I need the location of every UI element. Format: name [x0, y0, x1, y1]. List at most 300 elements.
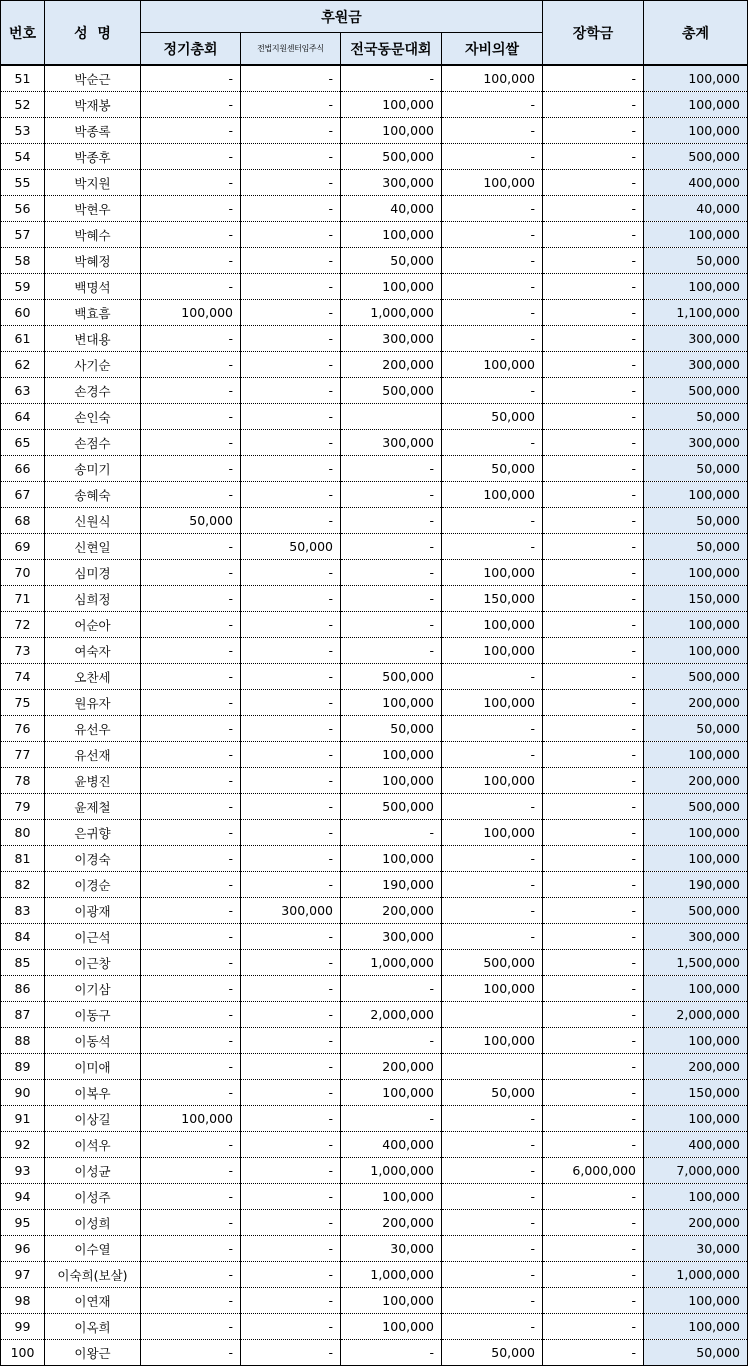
cell-rice: 100,000 — [442, 65, 543, 92]
table-row — [1, 1184, 748, 1210]
cell-name: 이광재 — [45, 898, 141, 924]
cell-name: 이복우 — [45, 1080, 141, 1106]
cell-total: 500,000 — [644, 794, 748, 820]
header-scholarship: 장학금 — [543, 1, 644, 66]
cell-regular: - — [141, 222, 241, 248]
cell-total: 200,000 — [644, 768, 748, 794]
cell-rice: 50,000 — [442, 1340, 543, 1366]
cell-national: 300,000 — [341, 326, 442, 352]
cell-no: 73 — [1, 638, 45, 664]
cell-national: 100,000 — [341, 742, 442, 768]
cell-total: 100,000 — [644, 1288, 748, 1314]
cell-name: 유선재 — [45, 742, 141, 768]
cell-name: 이경순 — [45, 872, 141, 898]
table-row — [1, 352, 748, 378]
table-row — [1, 118, 748, 144]
cell-total: 30,000 — [644, 1236, 748, 1262]
cell-name: 이경숙 — [45, 846, 141, 872]
cell-total: 2,000,000 — [644, 1002, 748, 1028]
cell-regular: - — [141, 820, 241, 846]
cell-name: 사기순 — [45, 352, 141, 378]
cell-national: 100,000 — [341, 92, 442, 118]
table-row — [1, 1158, 748, 1184]
table-row — [1, 92, 748, 118]
cell-total: 100,000 — [644, 1106, 748, 1132]
table-row — [1, 950, 748, 976]
cell-corp: - — [241, 1314, 341, 1340]
cell-no: 97 — [1, 1262, 45, 1288]
cell-name: 심희정 — [45, 586, 141, 612]
cell-rice: 50,000 — [442, 404, 543, 430]
cell-total: 190,000 — [644, 872, 748, 898]
cell-no: 60 — [1, 300, 45, 326]
cell-scholarship: - — [543, 1288, 644, 1314]
cell-no: 76 — [1, 716, 45, 742]
table-row — [1, 586, 748, 612]
cell-rice: - — [442, 742, 543, 768]
cell-regular: - — [141, 950, 241, 976]
cell-rice: - — [442, 664, 543, 690]
cell-corp: - — [241, 248, 341, 274]
cell-rice: - — [442, 898, 543, 924]
cell-regular: - — [141, 1288, 241, 1314]
cell-no: 98 — [1, 1288, 45, 1314]
cell-name: 이상길 — [45, 1106, 141, 1132]
header-no: 번호 — [1, 1, 45, 66]
cell-no: 79 — [1, 794, 45, 820]
cell-scholarship: - — [543, 742, 644, 768]
table-row — [1, 170, 748, 196]
cell-no: 67 — [1, 482, 45, 508]
cell-rice: - — [442, 196, 543, 222]
cell-rice: 100,000 — [442, 612, 543, 638]
cell-regular: 100,000 — [141, 1106, 241, 1132]
header-donation-group: 후원금 — [141, 1, 543, 33]
cell-national: - — [341, 534, 442, 560]
cell-total: 100,000 — [644, 482, 748, 508]
cell-national: - — [341, 820, 442, 846]
cell-scholarship: - — [543, 794, 644, 820]
header-corp: 전법지원센터임주식 — [241, 33, 341, 66]
cell-total: 100,000 — [644, 65, 748, 92]
header-national: 전국동문대회 — [341, 33, 442, 66]
cell-name: 이석우 — [45, 1132, 141, 1158]
cell-scholarship: - — [543, 1028, 644, 1054]
table-row — [1, 690, 748, 716]
cell-regular: - — [141, 430, 241, 456]
cell-regular: - — [141, 1158, 241, 1184]
cell-national: 500,000 — [341, 794, 442, 820]
cell-rice — [442, 1002, 543, 1028]
cell-name: 이동석 — [45, 1028, 141, 1054]
cell-name: 윤제철 — [45, 794, 141, 820]
cell-corp: - — [241, 742, 341, 768]
cell-regular: - — [141, 1080, 241, 1106]
cell-regular: - — [141, 1002, 241, 1028]
table-row — [1, 768, 748, 794]
cell-national: 30,000 — [341, 1236, 442, 1262]
cell-scholarship: - — [543, 1184, 644, 1210]
cell-corp: - — [241, 274, 341, 300]
cell-total: 1,500,000 — [644, 950, 748, 976]
table-row — [1, 222, 748, 248]
cell-rice: - — [442, 1210, 543, 1236]
cell-scholarship: - — [543, 1314, 644, 1340]
cell-name: 원유자 — [45, 690, 141, 716]
table-row — [1, 1080, 748, 1106]
cell-no: 77 — [1, 742, 45, 768]
table-row — [1, 742, 748, 768]
cell-rice: 500,000 — [442, 950, 543, 976]
cell-total: 50,000 — [644, 456, 748, 482]
cell-corp: 50,000 — [241, 534, 341, 560]
cell-regular: - — [141, 638, 241, 664]
cell-total: 50,000 — [644, 404, 748, 430]
table-row — [1, 872, 748, 898]
cell-name: 박지원 — [45, 170, 141, 196]
cell-national: 1,000,000 — [341, 950, 442, 976]
cell-regular: - — [141, 118, 241, 144]
cell-total: 500,000 — [644, 378, 748, 404]
table-row — [1, 560, 748, 586]
cell-corp: - — [241, 794, 341, 820]
table-row — [1, 248, 748, 274]
cell-no: 74 — [1, 664, 45, 690]
cell-rice: 100,000 — [442, 768, 543, 794]
cell-corp: - — [241, 1184, 341, 1210]
cell-scholarship: - — [543, 222, 644, 248]
cell-regular: - — [141, 456, 241, 482]
cell-regular: - — [141, 586, 241, 612]
cell-scholarship: - — [543, 274, 644, 300]
cell-rice: - — [442, 248, 543, 274]
cell-scholarship: - — [543, 144, 644, 170]
table-row — [1, 534, 748, 560]
cell-rice: - — [442, 1184, 543, 1210]
cell-scholarship: - — [543, 872, 644, 898]
cell-rice: 100,000 — [442, 820, 543, 846]
cell-name: 이성균 — [45, 1158, 141, 1184]
cell-national: 190,000 — [341, 872, 442, 898]
cell-scholarship: - — [543, 482, 644, 508]
cell-name: 손점수 — [45, 430, 141, 456]
cell-national: 200,000 — [341, 1210, 442, 1236]
cell-regular: - — [141, 196, 241, 222]
cell-scholarship: - — [543, 248, 644, 274]
cell-national: 1,000,000 — [341, 1262, 442, 1288]
cell-scholarship: 6,000,000 — [543, 1158, 644, 1184]
cell-corp: - — [241, 586, 341, 612]
cell-scholarship: - — [543, 690, 644, 716]
cell-no: 83 — [1, 898, 45, 924]
cell-regular: - — [141, 170, 241, 196]
cell-scholarship: - — [543, 820, 644, 846]
cell-no: 68 — [1, 508, 45, 534]
table-body — [1, 65, 748, 1366]
cell-no: 82 — [1, 872, 45, 898]
cell-corp: - — [241, 482, 341, 508]
cell-regular: - — [141, 976, 241, 1002]
cell-scholarship: - — [543, 1054, 644, 1080]
cell-corp: - — [241, 612, 341, 638]
cell-national: 100,000 — [341, 274, 442, 300]
cell-regular: - — [141, 664, 241, 690]
cell-corp: - — [241, 65, 341, 92]
cell-no: 52 — [1, 92, 45, 118]
cell-name: 박순근 — [45, 65, 141, 92]
table-row — [1, 976, 748, 1002]
cell-rice: 100,000 — [442, 560, 543, 586]
cell-scholarship: - — [543, 768, 644, 794]
cell-corp: - — [241, 352, 341, 378]
cell-corp: - — [241, 924, 341, 950]
cell-no: 54 — [1, 144, 45, 170]
cell-name: 어순아 — [45, 612, 141, 638]
cell-rice: - — [442, 1132, 543, 1158]
table-row — [1, 65, 748, 92]
cell-rice: - — [442, 1158, 543, 1184]
cell-scholarship: - — [543, 664, 644, 690]
cell-scholarship: - — [543, 612, 644, 638]
cell-national: 200,000 — [341, 352, 442, 378]
cell-national: - — [341, 1028, 442, 1054]
cell-corp: - — [241, 326, 341, 352]
cell-corp: - — [241, 976, 341, 1002]
cell-rice: 50,000 — [442, 456, 543, 482]
cell-name: 이동구 — [45, 1002, 141, 1028]
cell-regular: 100,000 — [141, 300, 241, 326]
cell-name: 오찬세 — [45, 664, 141, 690]
cell-total: 100,000 — [644, 560, 748, 586]
cell-scholarship: - — [543, 508, 644, 534]
cell-corp: - — [241, 1002, 341, 1028]
cell-rice: 100,000 — [442, 482, 543, 508]
cell-total: 100,000 — [644, 1314, 748, 1340]
cell-rice: - — [442, 1288, 543, 1314]
cell-regular: 50,000 — [141, 508, 241, 534]
cell-name: 이숙희(보살) — [45, 1262, 141, 1288]
cell-regular: - — [141, 1210, 241, 1236]
cell-national: 100,000 — [341, 1080, 442, 1106]
cell-no: 90 — [1, 1080, 45, 1106]
cell-national — [341, 404, 442, 430]
cell-total: 300,000 — [644, 352, 748, 378]
table-row — [1, 794, 748, 820]
cell-regular: - — [141, 612, 241, 638]
cell-total: 150,000 — [644, 586, 748, 612]
cell-no: 61 — [1, 326, 45, 352]
table-row — [1, 1002, 748, 1028]
cell-rice: 100,000 — [442, 976, 543, 1002]
cell-name: 여숙자 — [45, 638, 141, 664]
cell-national: - — [341, 482, 442, 508]
cell-rice: 150,000 — [442, 586, 543, 612]
cell-rice: - — [442, 1314, 543, 1340]
cell-scholarship: - — [543, 404, 644, 430]
cell-total: 100,000 — [644, 612, 748, 638]
cell-regular: - — [141, 846, 241, 872]
cell-total: 7,000,000 — [644, 1158, 748, 1184]
cell-scholarship: - — [543, 586, 644, 612]
cell-national: 500,000 — [341, 664, 442, 690]
cell-name: 박종후 — [45, 144, 141, 170]
cell-national: - — [341, 638, 442, 664]
cell-corp: - — [241, 716, 341, 742]
table-row — [1, 664, 748, 690]
cell-scholarship: - — [543, 1002, 644, 1028]
cell-name: 백명석 — [45, 274, 141, 300]
cell-rice: 50,000 — [442, 1080, 543, 1106]
cell-rice: - — [442, 1106, 543, 1132]
cell-regular: - — [141, 768, 241, 794]
cell-rice: - — [442, 144, 543, 170]
cell-corp: - — [241, 404, 341, 430]
cell-total: 100,000 — [644, 638, 748, 664]
cell-scholarship: - — [543, 118, 644, 144]
cell-scholarship: - — [543, 92, 644, 118]
cell-name: 이미애 — [45, 1054, 141, 1080]
cell-name: 이왕근 — [45, 1340, 141, 1366]
cell-national: 100,000 — [341, 1184, 442, 1210]
cell-no: 85 — [1, 950, 45, 976]
cell-name: 박혜수 — [45, 222, 141, 248]
cell-corp: - — [241, 430, 341, 456]
cell-scholarship: - — [543, 976, 644, 1002]
cell-name: 신원식 — [45, 508, 141, 534]
cell-scholarship: - — [543, 378, 644, 404]
cell-regular: - — [141, 898, 241, 924]
cell-national: 400,000 — [341, 1132, 442, 1158]
cell-scholarship: - — [543, 638, 644, 664]
cell-national: 300,000 — [341, 430, 442, 456]
cell-rice: - — [442, 92, 543, 118]
cell-total: 100,000 — [644, 742, 748, 768]
cell-corp: - — [241, 1236, 341, 1262]
cell-corp: - — [241, 638, 341, 664]
cell-total: 150,000 — [644, 1080, 748, 1106]
cell-scholarship: - — [543, 1262, 644, 1288]
cell-no: 86 — [1, 976, 45, 1002]
cell-national: 2,000,000 — [341, 1002, 442, 1028]
cell-no: 57 — [1, 222, 45, 248]
cell-name: 이성희 — [45, 1210, 141, 1236]
cell-rice: - — [442, 118, 543, 144]
table-header — [1, 1, 748, 66]
cell-national: - — [341, 456, 442, 482]
cell-national: 50,000 — [341, 716, 442, 742]
cell-corp: - — [241, 690, 341, 716]
table-row — [1, 1106, 748, 1132]
table-row — [1, 820, 748, 846]
cell-no: 75 — [1, 690, 45, 716]
cell-scholarship: - — [543, 65, 644, 92]
cell-total: 300,000 — [644, 326, 748, 352]
cell-total: 100,000 — [644, 820, 748, 846]
cell-scholarship: - — [543, 1106, 644, 1132]
cell-regular: - — [141, 872, 241, 898]
cell-national: - — [341, 1106, 442, 1132]
cell-rice: 100,000 — [442, 1028, 543, 1054]
cell-rice: 100,000 — [442, 170, 543, 196]
cell-corp: - — [241, 768, 341, 794]
cell-total: 1,000,000 — [644, 1262, 748, 1288]
cell-no: 93 — [1, 1158, 45, 1184]
cell-corp: - — [241, 196, 341, 222]
table-row — [1, 144, 748, 170]
cell-regular: - — [141, 1132, 241, 1158]
table-row — [1, 1288, 748, 1314]
cell-national: 50,000 — [341, 248, 442, 274]
cell-total: 40,000 — [644, 196, 748, 222]
cell-scholarship: - — [543, 898, 644, 924]
cell-corp: - — [241, 300, 341, 326]
cell-no: 100 — [1, 1340, 45, 1366]
cell-rice: - — [442, 924, 543, 950]
cell-scholarship: - — [543, 352, 644, 378]
cell-no: 87 — [1, 1002, 45, 1028]
table-row — [1, 1262, 748, 1288]
cell-total: 500,000 — [644, 664, 748, 690]
table-row — [1, 1132, 748, 1158]
cell-regular: - — [141, 794, 241, 820]
cell-no: 69 — [1, 534, 45, 560]
table-row — [1, 1340, 748, 1366]
cell-name: 이기삼 — [45, 976, 141, 1002]
cell-regular: - — [141, 1236, 241, 1262]
cell-scholarship: - — [543, 1210, 644, 1236]
cell-national: 100,000 — [341, 690, 442, 716]
cell-national: 40,000 — [341, 196, 442, 222]
cell-corp: - — [241, 950, 341, 976]
cell-scholarship: - — [543, 560, 644, 586]
cell-no: 56 — [1, 196, 45, 222]
cell-regular: - — [141, 248, 241, 274]
cell-corp: - — [241, 378, 341, 404]
cell-no: 88 — [1, 1028, 45, 1054]
cell-corp: - — [241, 1340, 341, 1366]
cell-scholarship: - — [543, 950, 644, 976]
cell-total: 500,000 — [644, 144, 748, 170]
cell-total: 400,000 — [644, 1132, 748, 1158]
cell-name: 박종록 — [45, 118, 141, 144]
cell-corp: - — [241, 1210, 341, 1236]
cell-rice: - — [442, 794, 543, 820]
cell-national: - — [341, 976, 442, 1002]
cell-no: 89 — [1, 1054, 45, 1080]
cell-no: 92 — [1, 1132, 45, 1158]
cell-no: 80 — [1, 820, 45, 846]
table-row — [1, 846, 748, 872]
cell-name: 이수열 — [45, 1236, 141, 1262]
cell-total: 100,000 — [644, 274, 748, 300]
header-regular: 정기총회 — [141, 33, 241, 66]
cell-total: 100,000 — [644, 976, 748, 1002]
header-total: 총계 — [644, 1, 748, 66]
cell-national: 500,000 — [341, 144, 442, 170]
cell-name: 이연재 — [45, 1288, 141, 1314]
cell-name: 손인숙 — [45, 404, 141, 430]
cell-regular: - — [141, 274, 241, 300]
cell-rice: - — [442, 846, 543, 872]
cell-regular: - — [141, 924, 241, 950]
table-row — [1, 430, 748, 456]
cell-national: - — [341, 586, 442, 612]
cell-rice: - — [442, 430, 543, 456]
cell-rice: - — [442, 872, 543, 898]
cell-no: 58 — [1, 248, 45, 274]
cell-scholarship: - — [543, 534, 644, 560]
cell-national: - — [341, 560, 442, 586]
